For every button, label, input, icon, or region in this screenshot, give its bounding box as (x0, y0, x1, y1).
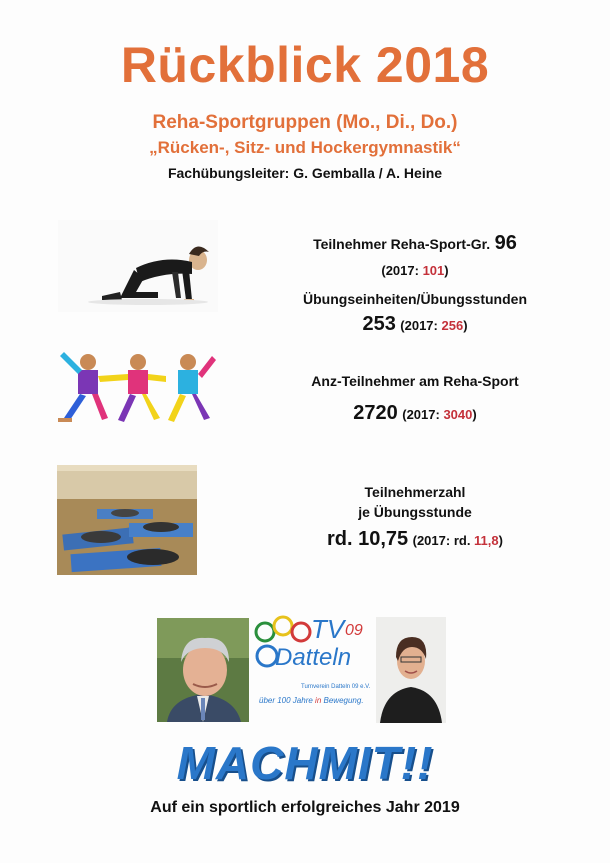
attendance-prev-value: 3040 (443, 407, 473, 422)
portrait-leader-1 (157, 618, 249, 722)
participants-value: 96 (494, 232, 517, 254)
prev-prefix: (2017: rd. (412, 533, 475, 548)
prev-suffix: ) (444, 263, 449, 278)
closing-line: Auf ein sportlich erfolgreiches Jahr 2019 (150, 799, 460, 816)
gym-photo (57, 465, 197, 575)
subtitle: Reha-Sportgruppen (Mo., Di., Do.) (152, 112, 458, 133)
per-session-stat (250, 528, 580, 551)
logo-club-name: Turnverein Datteln 09 e.V. (301, 684, 371, 690)
per-session-label-2: je Übungsstunde (358, 504, 472, 520)
sessions-prev-value: 256 (441, 318, 464, 333)
sessions-value: 253 (362, 313, 396, 335)
attendance-value: 2720 (353, 402, 398, 424)
leaders: Fachübungsleiter: G. Gemballa / A. Heine (167, 165, 443, 181)
per-session-prev-value: 11,8 (474, 533, 499, 548)
prev-suffix: ) (463, 318, 468, 333)
per-session-value: rd. 10,75 (327, 528, 409, 550)
prev-prefix: (2017: (400, 318, 442, 333)
club-logo (253, 612, 371, 720)
sessions-stat (250, 313, 580, 336)
portrait-leader-2 (376, 617, 446, 723)
logo-tagline-b: in (315, 696, 322, 705)
per-session-label-1: Teilnehmerzahl (364, 484, 466, 500)
attendance-stat (250, 402, 580, 425)
logo-tagline (259, 696, 371, 705)
sessions-label: Übungseinheiten/Übungsstunden (303, 291, 527, 307)
attendance-label: Anz-Teilnehmer am Reha-Sport (311, 373, 519, 389)
logo-town: Datteln (275, 644, 352, 671)
logo-tagline-a: über 100 Jahre (259, 696, 316, 705)
prev-suffix: ) (472, 407, 477, 422)
prev-prefix: (2017: (381, 263, 423, 278)
participants-prev-value: 101 (422, 263, 445, 278)
prev-prefix: (2017: (402, 407, 444, 422)
program-name: „Rücken-, Sitz- und Hockergymnastik“ (149, 138, 461, 157)
slogan: MACHMIT!! (176, 737, 434, 789)
logo-tv: TV (311, 614, 345, 644)
logo-number: 09 (345, 622, 363, 639)
participants-stat (250, 232, 580, 255)
exercise-photo (58, 220, 218, 312)
participants-prev (250, 263, 580, 278)
logo-tagline-c: Bewegung. (321, 696, 364, 705)
prev-suffix: ) (498, 533, 503, 548)
page-title: Rückblick 2018 (120, 37, 490, 93)
participants-label: Teilnehmer Reha-Sport-Gr. (313, 236, 491, 252)
figures-illustration (56, 348, 216, 428)
